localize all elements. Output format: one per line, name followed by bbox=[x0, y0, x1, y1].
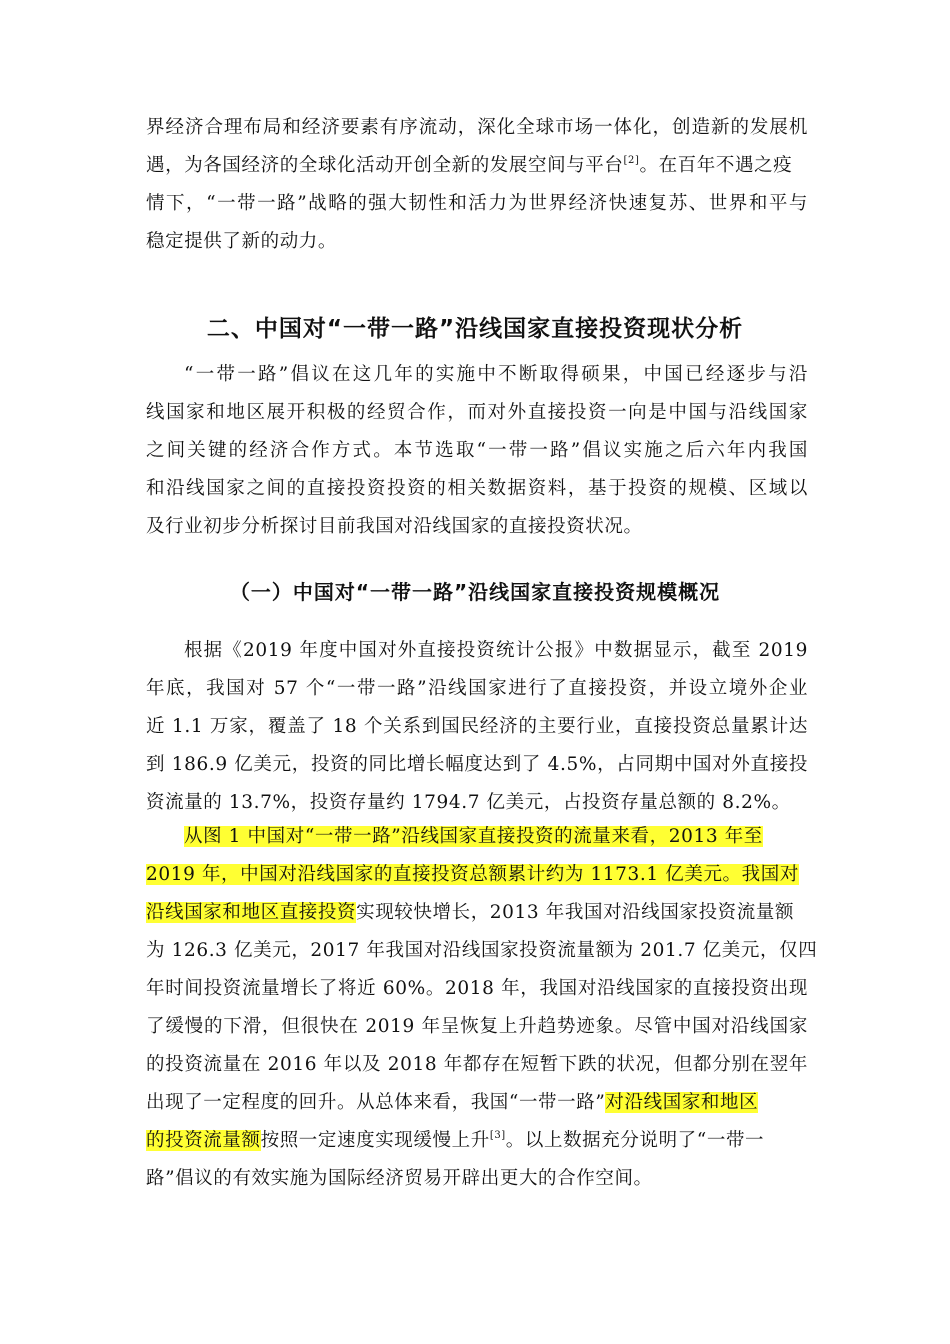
text-line: 界经济合理布局和经济要素有序流动，深化全球市场一体化，创造新的发展机 bbox=[146, 117, 808, 138]
highlighted-text: 沿线国家和地区直接投资 bbox=[146, 902, 357, 923]
text-line: 根据《2019 年度中国对外直接投资统计公报》中数据显示，截至 2019 bbox=[184, 640, 808, 661]
text-line: “一带一路”倡议在这几年的实施中不断取得硕果，中国已经逐步与沿 bbox=[184, 364, 808, 385]
text-line: 年时间投资流量增长了将近 60%。2018 年，我国对沿线国家的直接投资出现 bbox=[146, 978, 808, 999]
citation-ref: [2] bbox=[623, 155, 640, 166]
text-line: 情下，“一带一路”战略的强大韧性和活力为世界经济快速复苏、世界和平与 bbox=[146, 193, 808, 214]
highlighted-text: 的投资流量额 bbox=[146, 1130, 261, 1151]
highlighted-text: 从图 1 中国对“一带一路”沿线国家直接投资的流量来看，2013 年至 bbox=[184, 826, 763, 847]
text-line: 线国家和地区展开积极的经贸合作，而对外直接投资一向是中国与沿线国家 bbox=[146, 402, 808, 423]
text-line: 沿线国家和地区直接投资实现较快增长，2013 年我国对沿线国家投资流量额 bbox=[146, 902, 795, 923]
text-line: 路”倡议的有效实施为国际经济贸易开辟出更大的合作空间。 bbox=[146, 1168, 653, 1189]
text-line: 遇，为各国经济的全球化活动开创全新的发展空间与平台[2]。在百年不遇之疫 bbox=[146, 155, 793, 176]
text-line: 和沿线国家之间的直接投资投资的相关数据资料，基于投资的规模、区域以 bbox=[146, 478, 808, 499]
text-line: 近 1.1 万家，覆盖了 18 个关系到国民经济的主要行业，直接投资总量累计达 bbox=[146, 716, 808, 737]
highlighted-text: 2019 年，中国对沿线国家的直接投资总额累计约为 1173.1 亿美元。我国对 bbox=[146, 864, 799, 885]
subsection-heading: （一）中国对“一带一路”沿线国家直接投资规模概况 bbox=[229, 580, 721, 604]
text-line: 年底，我国对 57 个“一带一路”沿线国家进行了直接投资，并设立境外企业 bbox=[146, 678, 808, 699]
text-line: 的投资流量额按照一定速度实现缓慢上升[3]。以上数据充分说明了“一带一 bbox=[146, 1130, 765, 1151]
highlighted-text: 对沿线国家和地区 bbox=[605, 1092, 759, 1113]
text-line: 稳定提供了新的动力。 bbox=[146, 231, 338, 252]
text-line: 到 186.9 亿美元，投资的同比增长幅度达到了 4.5%，占同期中国对外直接投 bbox=[146, 754, 808, 775]
citation-ref: [3] bbox=[489, 1130, 506, 1141]
text-line bbox=[146, 860, 799, 890]
text-line: 之间关键的经济合作方式。本节选取“一带一路”倡议实施之后六年内我国 bbox=[146, 440, 808, 461]
text-line: 资流量的 13.7%，投资存量约 1794.7 亿美元，占投资存量总额的 8.2%。 bbox=[146, 792, 791, 813]
section-heading: 二、中国对“一带一路”沿线国家直接投资现状分析 bbox=[206, 316, 744, 342]
text-line: 的投资流量在 2016 年以及 2018 年都存在短暂下跌的状况，但都分别在翌年 bbox=[146, 1054, 808, 1075]
text-line: 及行业初步分析探讨目前我国对沿线国家的直接投资状况。 bbox=[146, 516, 643, 537]
text-line: 为 126.3 亿美元，2017 年我国对沿线国家投资流量额为 201.7 亿美元，仅四 bbox=[146, 940, 818, 961]
text-line: 了缓慢的下滑，但很快在 2019 年呈恢复上升趋势迹象。尽管中国对沿线国家 bbox=[146, 1016, 808, 1037]
text-line bbox=[184, 822, 763, 852]
text-line: 出现了一定程度的回升。从总体来看，我国“一带一路”对沿线国家和地区 bbox=[146, 1092, 759, 1113]
